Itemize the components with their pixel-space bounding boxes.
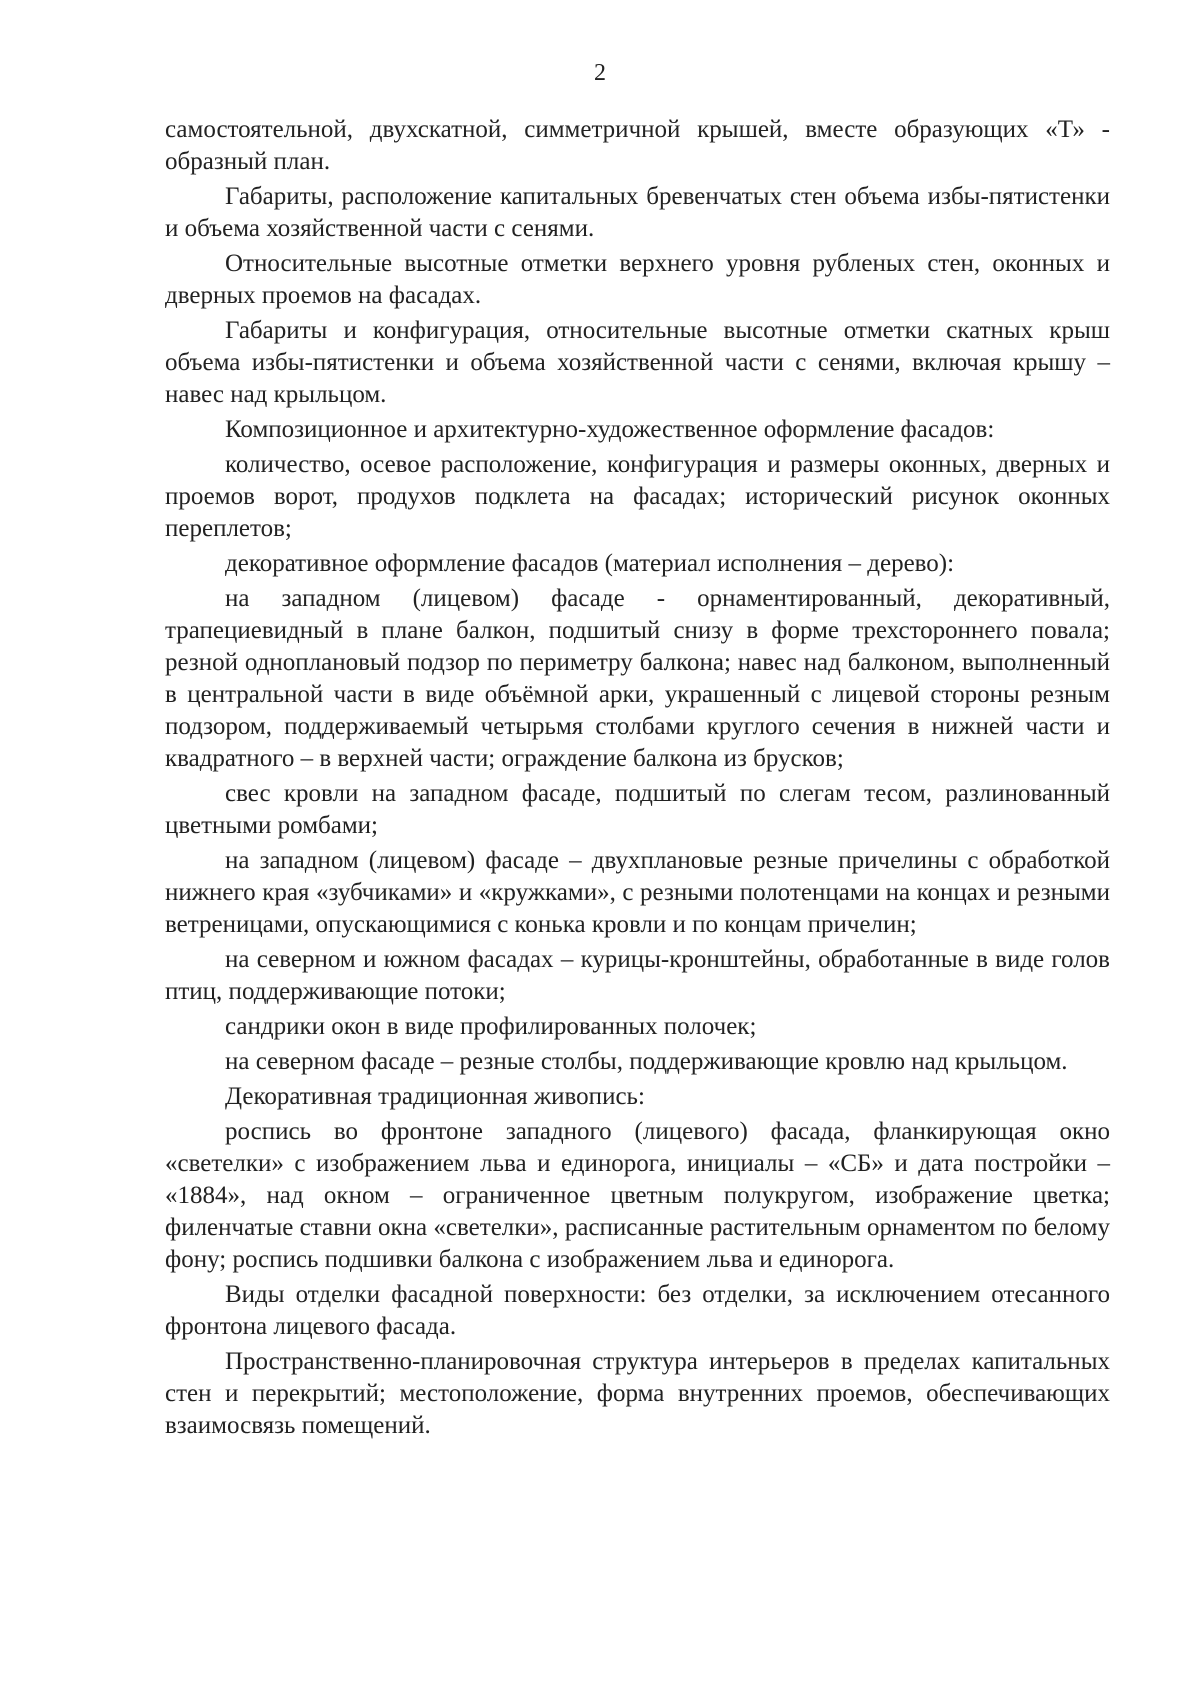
paragraph: роспись во фронтоне западного (лицевого) фасада, фланкирующая окно «светелки» с изображением льва и единорога, инициалы – «СБ» и дата постройки – «1884», над окном – ограниченное цветным полукругом, изображение цветка; филенчатые ставни окна «светелки», расписанные растительным орнаментом по белому фону; роспись подшивки балкона с изображением льва и единорога. — [165, 1118, 1110, 1273]
paragraph: Виды отделки фасадной поверхности: без отделки, за исключением отесанного фронтона лицевого фасада. — [165, 1281, 1110, 1340]
paragraph: Габариты и конфигурация, относительные высотные отметки скатных крыш объема избы-пятистенки и объема хозяйственной части с сенями, включая крышу – навес над крыльцом. — [165, 317, 1110, 408]
paragraph: Габариты, расположение капитальных бревенчатых стен объема избы-пятистенки и объема хозяйственной части с сенями. — [165, 183, 1110, 242]
paragraph: декоративное оформление фасадов (материал исполнения – дерево): — [225, 550, 955, 577]
paragraph: на западном (лицевом) фасаде – двухплановые резные причелины с обработкой нижнего края «зубчиками» и «кружками», с резными полотенцами на концах и резными ветреницами, опускающимися с конька кровли и по концам причелин; — [165, 847, 1110, 938]
paragraph: Относительные высотные отметки верхнего уровня рубленых стен, оконных и дверных проемов на фасадах. — [165, 250, 1110, 309]
paragraph: Пространственно-планировочная структура интерьеров в пределах капитальных стен и перекрытий; местоположение, форма внутренних проемов, обеспечивающих взаимосвязь помещений. — [165, 1348, 1110, 1439]
paragraph: свес кровли на западном фасаде, подшитый по слегам тесом, разлинованный цветными ромбами; — [165, 780, 1110, 839]
paragraph: Композиционное и архитектурно-художественное оформление фасадов: — [225, 416, 995, 443]
document-body — [165, 114, 1110, 1445]
paragraph: количество, осевое расположение, конфигурация и размеры оконных, дверных и проемов ворот, продухов подклета на фасадах; исторический рисунок оконных переплетов; — [165, 451, 1110, 542]
paragraph: на западном (лицевом) фасаде - орнаментированный, декоративный, трапециевидный в плане балкон, подшитый снизу в форме трехстороннего повала; резной одноплановый подзор по периметру балкона; навес над балконом, выполненный в центральной части в виде объёмной арки, украшенный с лицевой стороны резным подзором, поддерживаемый четырьмя столбами круглого сечения в нижней части и квадратного – в верхней части; ограждение балкона из брусков; — [165, 585, 1110, 772]
page-number: 2 — [594, 60, 606, 86]
paragraph: сандрики окон в виде профилированных полочек; — [225, 1013, 757, 1040]
paragraph: на северном фасаде – резные столбы, поддерживающие кровлю над крыльцом. — [225, 1048, 1068, 1075]
paragraph: Декоративная традиционная живопись: — [225, 1083, 645, 1110]
paragraph: на северном и южном фасадах – курицы-кронштейны, обработанные в виде голов птиц, поддерживающие потоки; — [165, 946, 1110, 1005]
paragraph: самостоятельной, двухскатной, симметричной крышей, вместе образующих «Т» - образный план. — [165, 116, 1110, 175]
